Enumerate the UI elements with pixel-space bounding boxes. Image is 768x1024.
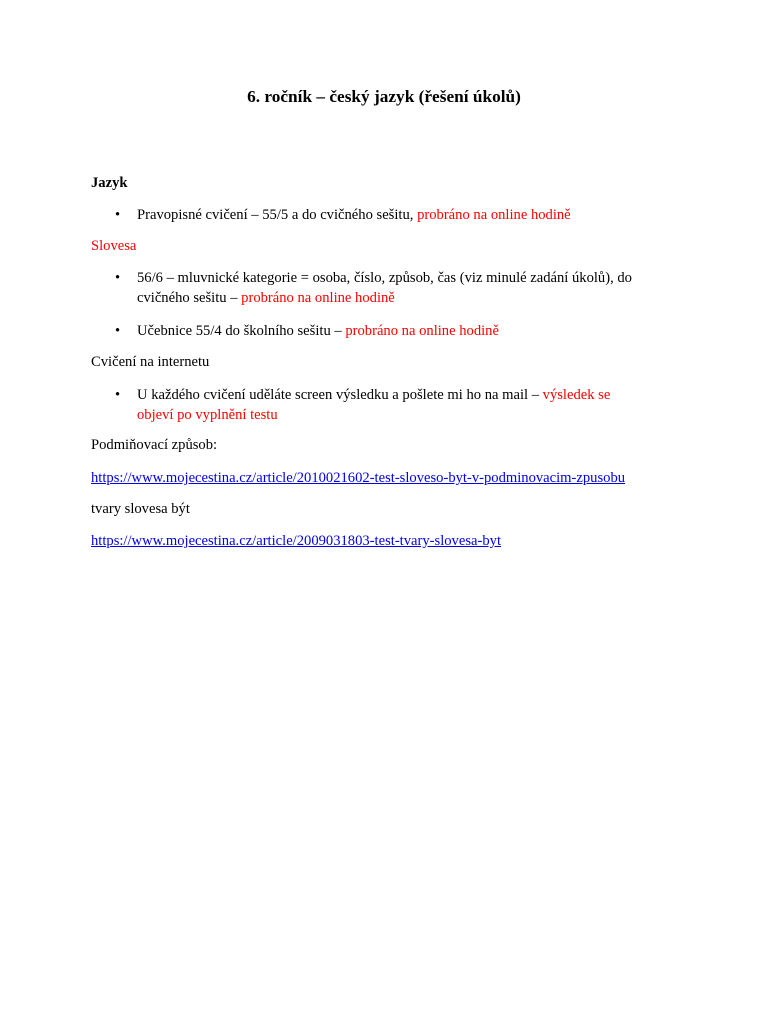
status-note: probráno na online hodině [345, 323, 499, 339]
label-tvary: tvary slovesa být [91, 501, 190, 517]
bullet-icon: • [115, 270, 121, 286]
bullet-icon: • [115, 323, 121, 339]
label-podminovaci: Podmiňovací způsob: [91, 437, 218, 453]
section-heading-slovesa: Slovesa [91, 238, 137, 254]
page-title: 6. ročník – český jazyk (řešení úkolů) [247, 87, 521, 106]
link-podminovaci-test[interactable]: https://www.mojecestina.cz/article/2010021602-test-sloveso-byt-v-podminovacim-zpusobu [91, 470, 626, 486]
list-item [91, 268, 671, 308]
list-item-text: U každého cvičení uděláte screen výsledku a pošlete mi ho na mail – výsledek se objeví po vyplnění testu [137, 385, 671, 425]
link-tvary-test[interactable]: https://www.mojecestina.cz/article/2009031803-test-tvary-slovesa-byt [91, 533, 501, 549]
status-note: výsledek se [542, 387, 611, 403]
status-note: probráno na online hodině [417, 207, 571, 223]
list-item-text: 56/6 – mluvnické kategorie = osoba, číslo, způsob, čas (viz minulé zadání úkolů), do cvičného sešitu – probráno na online hodině [137, 270, 632, 306]
list-item-text: Pravopisné cvičení – 55/5 a do cvičného sešitu, probráno na online hodině [137, 207, 571, 223]
section-heading-jazyk: Jazyk [91, 175, 128, 191]
status-note: probráno na online hodině [241, 290, 395, 306]
section-heading-internet: Cvičení na internetu [91, 354, 210, 370]
bullet-icon: • [115, 387, 121, 403]
list-item-text: Učebnice 55/4 do školního sešitu – probráno na online hodině [137, 323, 499, 339]
status-note: objeví po vyplnění testu [137, 407, 278, 423]
bullet-icon: • [115, 207, 121, 223]
list-item [91, 385, 671, 425]
